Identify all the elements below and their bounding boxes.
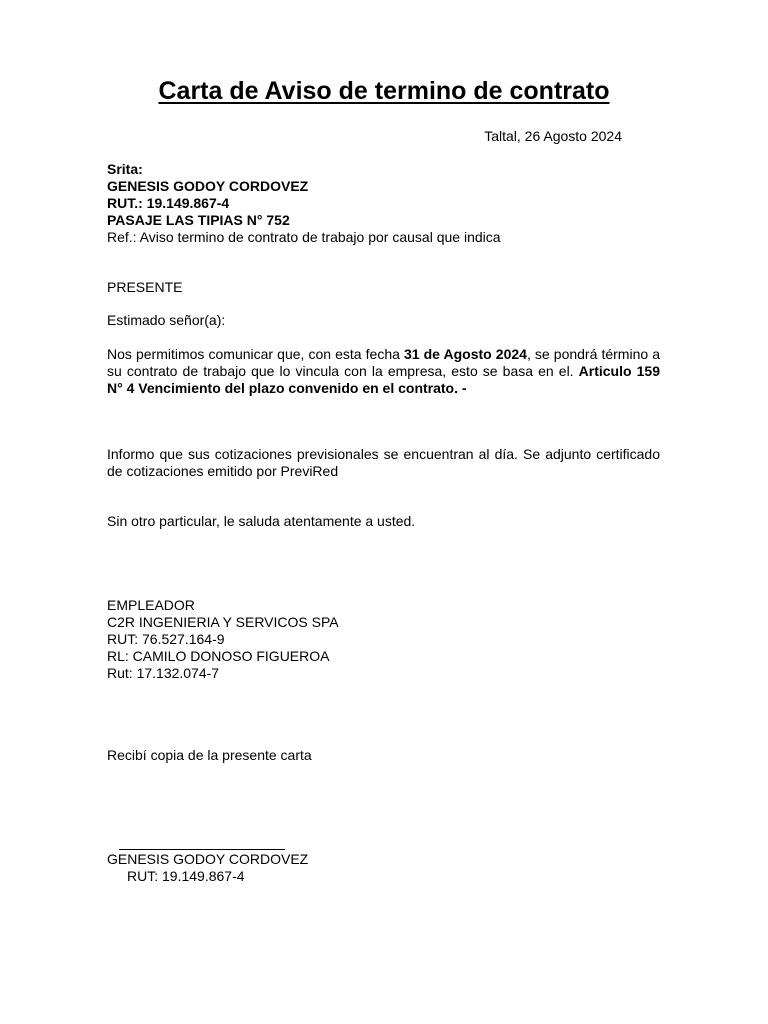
recipient-address: PASAJE LAS TIPIAS N° 752: [107, 212, 290, 228]
employer-rut: RUT: 76.527.164-9: [107, 631, 225, 647]
body-paragraph-3: Sin otro particular, le saluda atentamente a usted.: [107, 513, 416, 529]
employer-legal-rep: RL: CAMILO DONOSO FIGUEROA: [107, 648, 330, 664]
recipient-rut: RUT.: 19.149.867-4: [107, 195, 230, 211]
body-paragraph-1: [107, 346, 660, 397]
reference-line: Ref.: Aviso termino de contrato de trabajo por causal que indica: [107, 229, 501, 245]
employer-company: C2R INGENIERIA Y SERVICOS SPA: [107, 614, 339, 630]
termination-date: 31 de Agosto 2024: [403, 346, 527, 362]
receipt-line: Recibí copia de la presente carta: [107, 747, 312, 763]
signature-rut: RUT: 19.149.867-4: [127, 868, 245, 884]
signature-line: [119, 849, 285, 850]
employer-block: [107, 597, 660, 682]
employer-label: EMPLEADOR: [107, 597, 195, 613]
letter-title: [0, 74, 768, 108]
signature-block: [107, 851, 660, 885]
recipient-salutation: Srita:: [107, 161, 143, 177]
body-p1-part2: , se pondrá término a su contrato de trabajo que lo vincula con la empresa, esto se basa en el.: [107, 346, 661, 379]
recipient-block: [107, 161, 660, 246]
date-line: Taltal, 26 Agosto 2024: [484, 128, 622, 144]
body-paragraph-2: Informo que sus cotizaciones previsionales se encuentran al día. Se adjunto certificado de cotizaciones emitido por PreviRed: [107, 446, 660, 479]
letter-title-text: Carta de Aviso de termino de contrato: [158, 77, 610, 105]
employer-legal-rep-rut: Rut: 17.132.074-7: [107, 665, 220, 681]
presente-line: PRESENTE: [107, 279, 183, 295]
recipient-name: GENESIS GODOY CORDOVEZ: [107, 178, 309, 194]
greeting-line: Estimado señor(a):: [107, 312, 226, 328]
legal-article: Articulo 159 N° 4 Vencimiento del plazo convenido en el contrato. -: [107, 363, 660, 396]
signature-name: GENESIS GODOY CORDOVEZ: [107, 851, 309, 867]
body-p1-part1: Nos permitimos comunicar que, con esta fecha: [107, 346, 404, 362]
